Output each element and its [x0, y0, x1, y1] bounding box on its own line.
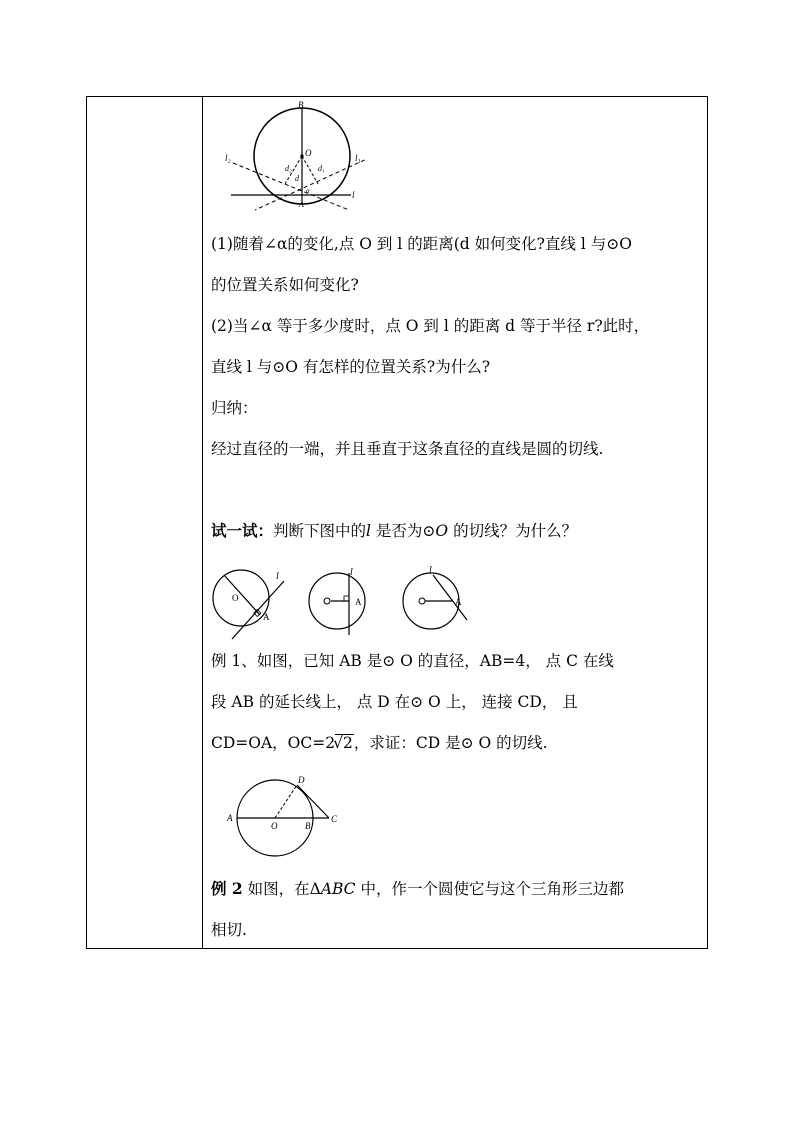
example-1-line-3-after: ，求证：CD 是⊙ O 的切线.: [353, 734, 548, 752]
label-d: d: [295, 174, 299, 183]
ex1-label-a: A: [227, 813, 233, 823]
example-1-line-1: 例 1、如图，已知 AB 是⊙ O 的直径，AB=4， 点 C 在线: [211, 652, 614, 670]
summary-heading: 归纳：: [211, 399, 258, 417]
try-it-o-symbol: O: [435, 522, 449, 540]
question-2-line-1: (2)当∠α 等于多少度时，点 O 到 l 的距离 d 等于半径 r?此时，: [211, 317, 650, 335]
ex1-label-d: D: [298, 775, 305, 785]
sqrt-value: 2: [342, 734, 353, 752]
label-d1: d₁: [318, 164, 325, 173]
ex1-label-b: B: [305, 821, 311, 831]
example-2-text-before: 如图，在Δ: [242, 880, 321, 898]
ex1-label-c: C: [331, 814, 338, 824]
figure-example-1: [211, 773, 351, 863]
figure-tangent-check-2: [303, 565, 393, 645]
label-b: B: [298, 100, 304, 110]
example-2-line-2: 相切.: [211, 921, 247, 939]
question-1-line-1: (1)随着∠α的变化,点 O 到 l 的距离(d 如何变化?直线 l 与⊙O: [211, 235, 632, 253]
example-1-line-3-before: CD=OA，OC=2: [211, 734, 336, 752]
fig3-label-l: l: [429, 565, 432, 576]
content-table: [86, 96, 708, 949]
example-1-line-3: [211, 733, 548, 753]
question-2-line-2: 直线 l 与⊙O 有怎样的位置关系?为什么?: [211, 358, 491, 376]
label-l1: l₁: [355, 153, 361, 163]
label-l2: l₂: [225, 153, 231, 163]
label-o: O: [305, 148, 312, 158]
ex1-label-o: O: [271, 821, 278, 831]
try-it-text-before: 判断下图中的: [273, 522, 367, 540]
sqrt-mark: √: [333, 734, 343, 752]
question-1-line-2: 的位置关系如何变化?: [211, 276, 359, 294]
figure-circle-distance: [215, 99, 365, 214]
fig1-label-o: O: [232, 593, 239, 603]
try-it-text-middle: 是否为⊙: [371, 522, 436, 540]
try-it-title: 试一试：: [211, 521, 274, 540]
figure-tangent-check-1: [208, 565, 298, 645]
example-1-line-2: 段 AB 的延长线上， 点 D 在⊙ O 上， 连接 CD， 且: [211, 693, 578, 711]
summary-text: 经过直径的一端，并且垂直于这条直径的直线是圆的切线.: [211, 440, 604, 458]
fig3-label-a: A: [455, 597, 462, 607]
example-2-abc: ABC: [320, 880, 356, 898]
example-2-text-after: 中，作一个圆使它与这个三角形三边都: [355, 880, 624, 898]
fig1-label-a: A: [263, 612, 270, 622]
sqrt-symbol: [335, 734, 354, 752]
figure-tangent-check-3: [397, 565, 487, 645]
label-alpha: α: [306, 187, 310, 195]
fig2-label-l: l: [350, 567, 353, 578]
try-it-text-after: 的切线？为什么？: [448, 522, 578, 540]
try-it-line: [211, 521, 577, 541]
label-a: A: [299, 200, 304, 209]
example-2-label: 例 2: [211, 879, 243, 898]
fig1-label-l: l: [276, 571, 279, 582]
content-cell: [203, 97, 707, 948]
example-2-line-1: [211, 879, 624, 899]
label-d2: d₂: [285, 164, 292, 173]
fig2-label-a: A: [355, 597, 362, 607]
label-l: l: [352, 190, 355, 200]
try-it-l-symbol: l: [366, 522, 371, 540]
